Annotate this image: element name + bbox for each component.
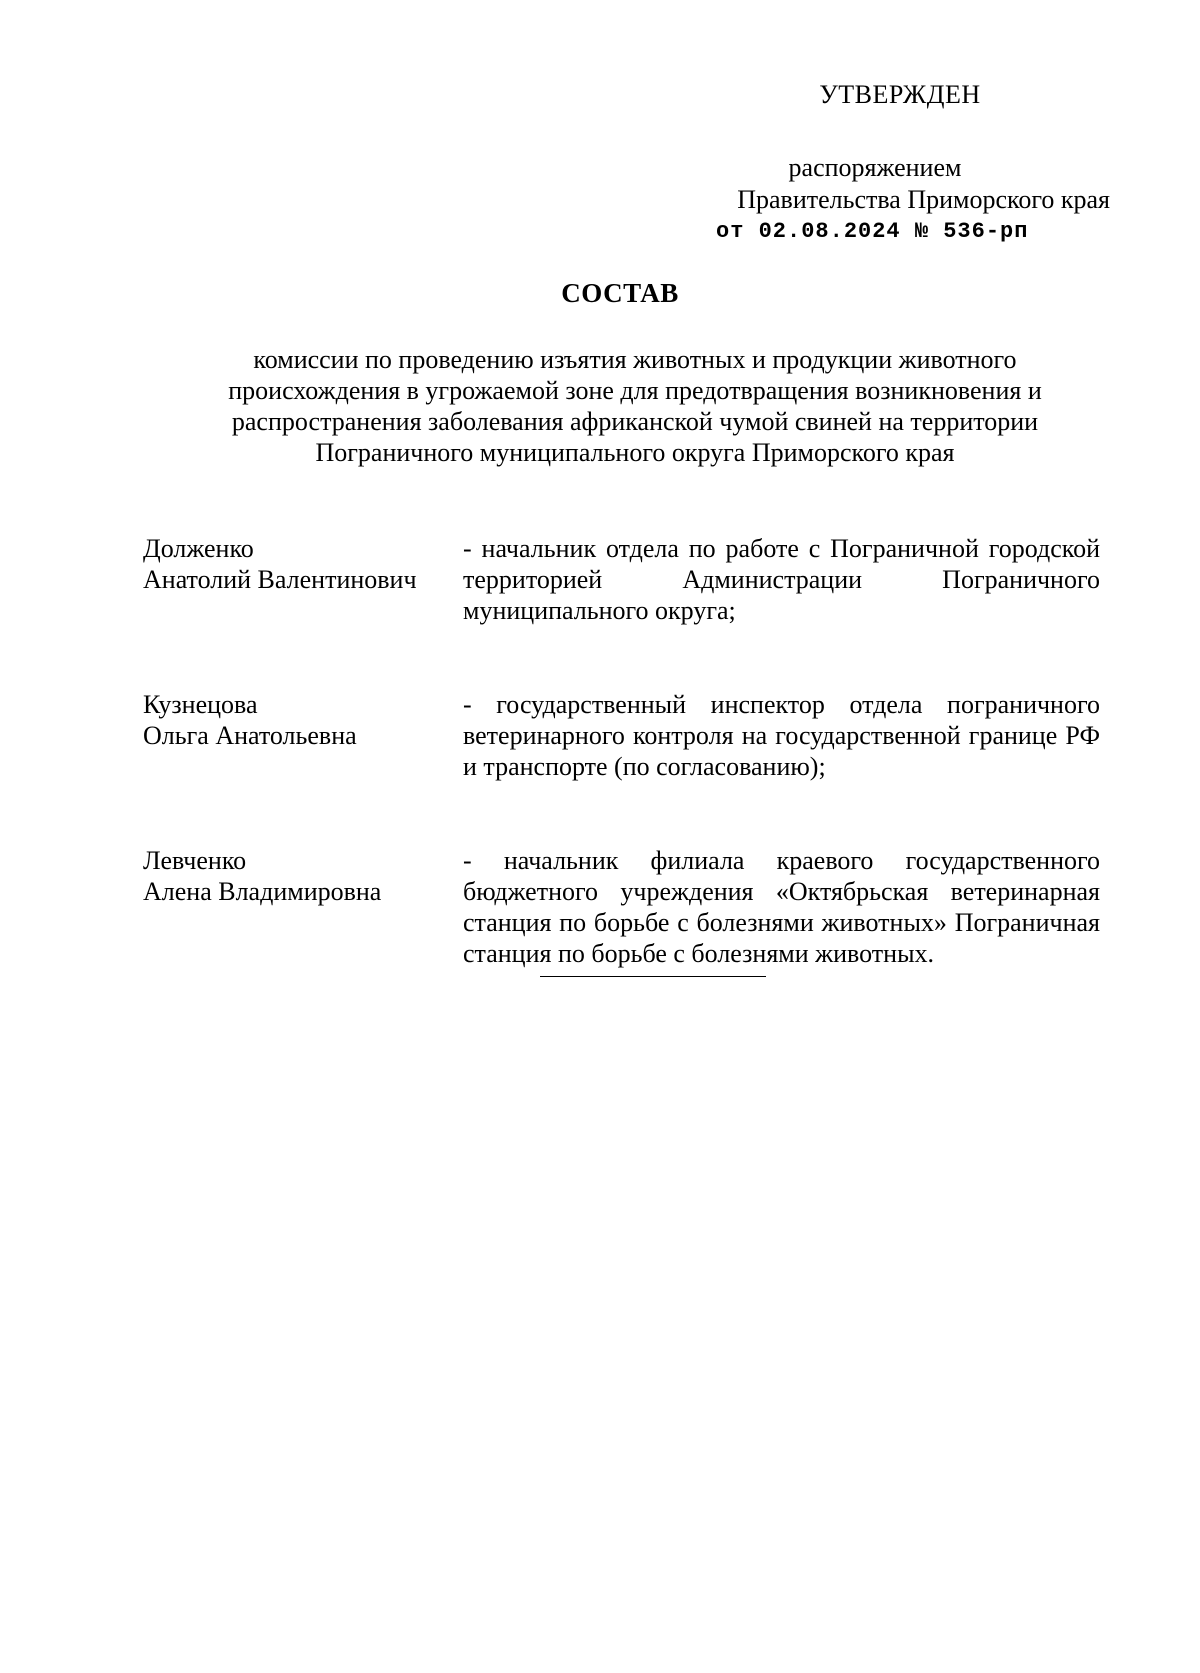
member-row: [143, 689, 1100, 782]
document-title: СОСТАВ: [561, 278, 679, 308]
order-line-1: распоряжением: [788, 153, 962, 182]
member-name: [143, 533, 463, 626]
document-subtitle: [180, 344, 1090, 468]
subtitle-line: происхождения в угрожаемой зоне для предотвращения возникновения и: [228, 376, 1042, 405]
member-name: [143, 689, 463, 782]
subtitle-line: комиссии по проведению изъятия животных и продукции животного: [253, 345, 1017, 374]
member-row: [143, 845, 1100, 969]
member-row: [143, 533, 1100, 626]
member-given-names: Ольга Анатольевна: [143, 721, 357, 750]
subtitle-line: Пограничного муниципального округа Приморского края: [315, 438, 955, 467]
member-name: [143, 845, 463, 969]
order-number: от 02.08.2024 № 536-рп: [716, 219, 1029, 244]
member-surname: Левченко: [143, 846, 247, 875]
subtitle-line: распространения заболевания африканской чумой свиней на территории: [231, 407, 1039, 436]
member-role: - начальник филиала краевого государственного бюджетного учреждения «Октябрьская ветеринарная станция по борьбе с болезнями животных» Пограничная станция по борьбе с болезнями животных.: [463, 846, 1100, 968]
order-reference: [640, 152, 1110, 216]
commission-members-list: [143, 533, 1100, 1032]
member-surname: Долженко: [143, 534, 254, 563]
approval-stamp-heading: УТВЕРЖДЕН: [819, 80, 981, 109]
member-given-names: Анатолий Валентинович: [143, 565, 417, 594]
member-role: - начальник отдела по работе с Пограничной городской территорией Администрации Пограничного муниципального округа;: [463, 534, 1100, 625]
member-surname: Кузнецова: [143, 690, 258, 719]
end-of-document-rule: [540, 976, 766, 977]
order-line-2: Правительства Приморского края: [737, 185, 1110, 214]
member-role: - государственный инспектор отдела пограничного ветеринарного контроля на государственной границе РФ и транспорте (по согласованию);: [463, 690, 1100, 781]
member-given-names: Алена Владимировна: [143, 877, 382, 906]
